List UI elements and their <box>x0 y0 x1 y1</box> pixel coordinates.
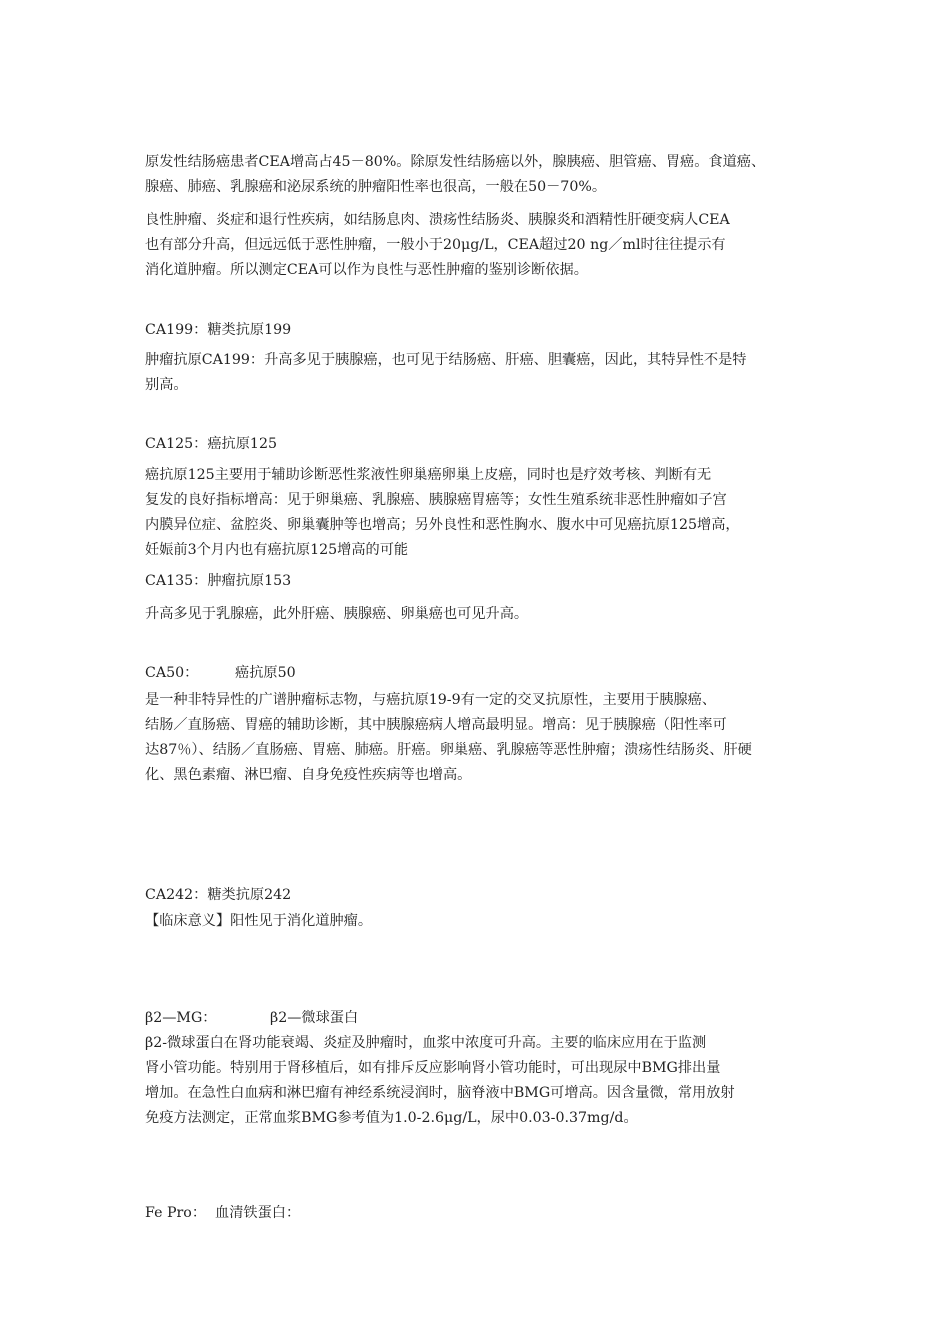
ca125-text-line: 癌抗原125主要用于辅助诊断恶性浆液性卵巢癌卵巢上皮癌，同时也是疗效考核、判断有无 <box>145 467 712 483</box>
ca135-heading: CA135：肿瘤抗原153 <box>145 573 292 589</box>
b2mg-text-line: 增加。在急性白血病和淋巴瘤有神经系统浸润时，脑脊液中BMG可增高。因含量微，常用放射 <box>145 1085 735 1101</box>
ca199-heading: CA199：糖类抗原199 <box>145 322 292 338</box>
ca242-text-line: 【临床意义】阳性见于消化道肿瘤。 <box>145 913 373 929</box>
ca135-text-line: 升高多见于乳腺癌，此外肝癌、胰腺癌、卵巢癌也可见升高。 <box>145 606 529 622</box>
ca125-text-line: 妊娠前3个月内也有癌抗原125增高的可能 <box>145 542 409 558</box>
ca125-text-line: 内膜异位症、盆腔炎、卵巢囊肿等也增高；另外良性和恶性胸水、腹水中可见癌抗原125增高， <box>145 517 740 533</box>
b2mg-text-line: β2-微球蛋白在肾功能衰竭、炎症及肿瘤时，血浆中浓度可升高。主要的临床应用在于监测 <box>145 1035 707 1051</box>
ca50-text-line: 达87％）、结肠／直肠癌、胃癌、肺癌。肝癌。卵巢癌、乳腺癌等恶性肿瘤；溃疡性结肠炎、肝硬 <box>145 742 752 758</box>
ca199-text-line: 别高。 <box>145 377 188 393</box>
b2mg-heading-name: β2—微球蛋白 <box>270 1010 359 1026</box>
ca50-text-line: 结肠／直肠癌、胃癌的辅助诊断，其中胰腺癌病人增高最明显。增高：见于胰腺癌（阳性率可 <box>145 717 727 733</box>
cea-text-line: 良性肿瘤、炎症和退行性疾病，如结肠息肉、溃疡性结肠炎、胰腺炎和酒精性肝硬变病人CEA <box>145 212 730 228</box>
ca50-heading <box>145 663 825 683</box>
ca242-heading: CA242：糖类抗原242 <box>145 887 292 903</box>
b2mg-text-line: 肾小管功能。特别用于肾移植后，如有排斥反应影响肾小管功能时，可出现尿中BMG排出量 <box>145 1060 721 1076</box>
fepro-heading: Fe Pro： 血清铁蛋白： <box>145 1205 301 1221</box>
b2mg-text-line: 免疫方法测定，正常血浆BMG参考值为1.0-2.6μg/L，尿中0.03-0.37mg/d。 <box>145 1110 638 1126</box>
ca199-text-line: 肿瘤抗原CA199：升高多见于胰腺癌，也可见于结肠癌、肝癌、胆囊癌，因此，其特异性不是特 <box>145 352 747 368</box>
ca125-heading: CA125：癌抗原125 <box>145 436 278 452</box>
ca50-heading-label: CA50： <box>145 665 199 681</box>
cea-text-line: 也有部分升高，但远远低于恶性肿瘤，一般小于20μg/L，CEA超过20 ng／ml时往往提示有 <box>145 237 726 253</box>
ca50-text-line: 是一种非特异性的广谱肿瘤标志物，与癌抗原19-9有一定的交叉抗原性，主要用于胰腺癌、 <box>145 692 717 708</box>
cea-text-line: 腺癌、肺癌、乳腺癌和泌尿系统的肿瘤阳性率也很高，一般在50－70%。 <box>145 179 607 195</box>
b2mg-heading <box>145 1008 825 1028</box>
ca125-text-line: 复发的良好指标增高：见于卵巢癌、乳腺癌、胰腺癌胃癌等；女性生殖系统非恶性肿瘤如子宫 <box>145 492 727 508</box>
b2mg-heading-label: β2—MG： <box>145 1010 217 1026</box>
ca50-text-line: 化、黑色素瘤、淋巴瘤、自身免疫性疾病等也增高。 <box>145 767 472 783</box>
cea-text-line: 原发性结肠癌患者CEA增高占45－80%。除原发性结肠癌以外，腺胰癌、胆管癌、胃癌。食道癌、 <box>145 154 766 170</box>
cea-text-line: 消化道肿瘤。所以测定CEA可以作为良性与恶性肿瘤的鉴别诊断依据。 <box>145 262 588 278</box>
ca50-heading-name: 癌抗原50 <box>235 665 296 681</box>
